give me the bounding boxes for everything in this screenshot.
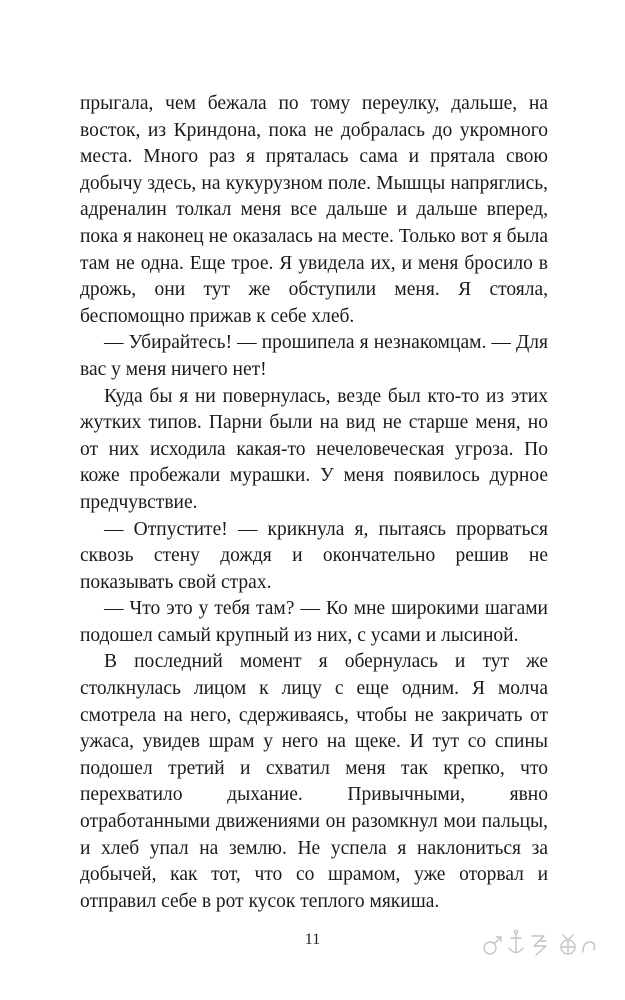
paragraph-1: прыгала, чем бежала по тому переулку, дальше, на восток, из Криндона, пока не добралась до укромного места. Много раз я пряталась сама и прятала свою добычу здесь, на кукурузном поле. Мышцы напряглись, адреналин толкал меня все дальше и дальше вперед, пока я наконец не оказалась на месте. Только вот я была там не одна. Еще трое. Я увидела их, и меня бросило в дрожь, они тут же обступили меня. Я стояла, беспомощно прижав к себе хлеб. xyxy=(80,93,548,327)
alchemical-symbols-icon xyxy=(480,924,600,960)
paragraph-4: — Отпустите! — крикнула я, пытаясь прорваться сквозь стену дождя и окончательно решив не показывать свой страх. xyxy=(80,518,548,593)
page-number: 11 xyxy=(304,931,321,948)
paragraph-3: Куда бы я ни повернулась, везде был кто-то из этих жутких типов. Парни были на вид не старше меня, но от них исходила какая-то нечеловеческая угроза. По коже пробежали мурашки. У меня появилось дурное предчувствие. xyxy=(80,385,548,513)
paragraph-2: — Убирайтесь! — прошипела я незнакомцам. — Для вас у меня ничего нет! xyxy=(80,332,548,380)
paragraph-5: — Что это у тебя там? — Ко мне широкими шагами подошел самый крупный из них, с усами и лысиной. xyxy=(80,598,548,646)
body-text xyxy=(80,91,548,915)
paragraph-6: В последний момент я обернулась и тут же столкнулась лицом к лицу с еще одним. Я молча смотрела на него, сдерживаясь, чтобы не закричать от ужаса, увидев шрам у него на щеке. И тут со спины подошел третий и схватил меня так крепко, что перехватило дыхание. Привычными, явно отработанными движениями он разомкнул мои пальцы, и хлеб упал на землю. Не успела я наклониться за добычей, как тот, что со шрамом, уже оторвал и отправил себе в рот кусок теплого мякиша. xyxy=(80,651,548,912)
